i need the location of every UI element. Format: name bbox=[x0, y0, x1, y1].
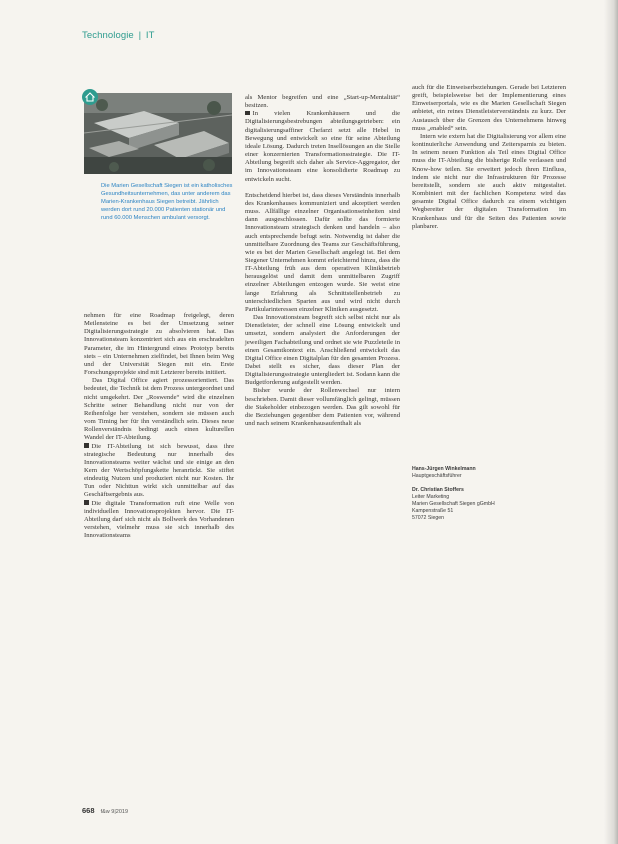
author-info bbox=[412, 466, 562, 529]
paragraph bbox=[245, 94, 400, 110]
author-block bbox=[412, 487, 562, 522]
page-footer bbox=[82, 806, 128, 815]
paragraph-text: Die IT-Abteilung ist sich bewusst, dass ihre strategische Bedeutung nur innerhalb des Innovationsteams weiter wächst und sie einige an den Kern der Wertschöpfungskette heranrückt. Sie stiftet eindeutig Nutzen und produziert nicht nur Kosten. Ihr Tun oder Nichttun wirkt sich unmittelbar auf das Geschäftsergebnis aus. bbox=[84, 442, 234, 499]
photo-caption: Die Marien Gesellschaft Siegen ist ein katholisches Gesundheitsunternehmen, das unter anderem das Marien-Krankenhaus Siegen betreibt. Jährlich werden dort rund 20.000 Patienten stationär und rund 60.000 Menschen ambulant versorgt. bbox=[101, 183, 233, 222]
paragraph-text: Die digitale Transformation ruft eine Welle von individuellen Innovationsprojekten hervor. Die IT-Abteilung darf sich nicht als Bollwerk des Vorhandenen verstehen, vielmehr muss sie sich innerhalb des Innovationsteams bbox=[84, 499, 234, 540]
paragraph-text: Bisher wurde der Rollenwechsel nur intern beschrieben. Damit dieser vollumfänglich gelingt, müssen die Stakeholder einbezogen werden. Das gilt sowohl für die Beziehungen gegenüber dem Patienten vor, während und nach seinem Krankenhausaufenthalt als bbox=[245, 387, 400, 428]
page-edge-shadow bbox=[604, 0, 618, 844]
paragraph-text: Das Digital Office agiert prozessorientiert. Das bedeutet, die Technik ist dem Prozess untergeordnet und nicht umgekehrt. Der „Roswende“ wird die einzelnen Schritte seiner Behandlung nicht nur von der Reihenfolge her verstehen, sondern sie müssen auch vom Timing her für ihn verständlich sein. Dieses neue Rollenverständnis bedingt auch einen kulturellen Wandel der IT-Abteilung. bbox=[84, 377, 234, 442]
paragraph bbox=[245, 387, 400, 428]
square-bullet-icon bbox=[245, 111, 250, 116]
magazine-issue: f&w 9|2019 bbox=[100, 809, 129, 815]
paragraph bbox=[412, 84, 566, 133]
paragraph-text: In vielen Krankenhäusern und die Digitalisierungsbestrebungen abteilungsgetrieben: ein digitalisierungsaffiner Chefarzt setzt alle Hebel in Bewegung und entwickelt so eine für seine Abteilung ideale Lösung. Dadurch treten Insellösungen an die Stelle einer konzernierten Transformationsstrategie. Die IT-Abteilung begreift sich daher als Service-Aggregator, der im Innovationsteam eine konsolidierte Roadmap zu entwickeln sucht. bbox=[245, 110, 400, 183]
paragraph-text: nehmen für eine Roadmap freigelegt, deren Meilensteine es bei der Umsetzung seiner Digitalisierungsstrategie zu absolvieren hat. Das Innovationsteam konzentriert sich aus ein erschradelten Parameter, die im Hintergrund eines Prototyp bereits stets – ein Unternehmen zielfindet, bei Ihnen beim Weg und der Universität Siegen mit ein. Erste Forschungsprojekte sind mit Letzterer bereits initiiert. bbox=[84, 312, 234, 377]
paragraph-text: Intern wie extern hat die Digitalisierung vor allem eine kontinuierliche Anwendung und Zeitersparnis zu bieten. In seinem neuen Funktion als Teil eines Digital Office muss die IT-Abteilung die bisherige Rolle verlassen und Know-how teilen. Sie erweitert jedoch ihren Einfluss, indem sie nicht nur die Infrastrukturen für Prozesse bereitstellt, sondern sie auch aktiv mitgestaltet. Kombiniert mit der fachlichen Kompetenz wird das gesamte Digital Office dadurch zu einem wichtigen Wegbereiter der digitalen Transformation im Krankenhaus und für die Seiten des Patienten sowie planbarer. bbox=[412, 132, 566, 230]
square-bullet-icon bbox=[84, 443, 89, 448]
paragraph bbox=[245, 192, 400, 314]
text-column-2 bbox=[245, 94, 400, 428]
author-block bbox=[412, 466, 562, 480]
author-detail: Kampenstraße 51 bbox=[412, 508, 454, 514]
aerial-photo-graphic bbox=[84, 93, 232, 174]
author-name: Hans-Jürgen Winkelmann bbox=[412, 466, 476, 472]
paragraph-text: Entscheidend hierbei ist, dass dieses Verständnis innerhalb des Krankenhauses kommuniziert und akzeptiert werden muss. Allfällige einzelner Organisationseinheiten sind dann ausgeschlossen. Dafür sollte das formierte Innovationsteam strategisch denken und handeln – also auch entsprechende befugt sein. Notwendig ist daher die unmittelbare Zuordnung des Teams zur Geschäftsführung, wie es bei der Marien Gesellschaft angelegt ist. Bei dem Siegener Unternehmen kommt erleichternd hinzu, dass die IT-Abteilung früh aus dem operativen Klinikbetrieb herausgelöst und damit dem unmittelbaren Zugriff einzelner Abteilungen entzogen wurde. Sie weist eine lange Erfahrung als Schnittstellenbetrieb zu unterschiedlichen Sparten aus und wird nicht durch Partikularinteressen einzelner Kliniken ausgesetzt. bbox=[245, 191, 400, 313]
section-separator: | bbox=[138, 30, 142, 41]
author-detail: Leiter Marketing bbox=[412, 494, 450, 500]
paragraph bbox=[412, 133, 566, 231]
author-detail: 57072 Siegen bbox=[412, 515, 445, 521]
home-icon bbox=[82, 89, 98, 105]
paragraph-text: Das Innovationsteam begreift sich selbst nicht nur als Dienstleister, der schnell eine Lösung entwickelt und umsetzt, sondern analysiert die Anforderungen der jeweiligen Fachabteilung und ordnet sie wie Puzzleteile in einen Gesamtkontext ein. Anschließend entwickelt das Digital Office einen Digitalplan für den gesamten Prozess. Dabei stellt es sicher, dass dieser Plan der Digitalisierungsstrategie untergliedert ist. Sodann kann die Budgetforderung aufgestellt werden. bbox=[245, 314, 400, 387]
page-number: 668 bbox=[82, 806, 95, 815]
subsection-title: IT bbox=[145, 30, 155, 41]
aerial-hospital-photo bbox=[84, 93, 232, 174]
bullet-paragraph bbox=[84, 443, 234, 500]
paragraph-gap bbox=[245, 184, 400, 192]
author-detail: Marien Gesellschaft Siegen gGmbH bbox=[412, 501, 495, 507]
bullet-paragraph bbox=[84, 500, 234, 541]
bullet-paragraph bbox=[245, 110, 400, 183]
paragraph bbox=[84, 377, 234, 442]
paragraph-text: als Mentor begreifen und eine „Start-up-Mentalität“ besitzen. bbox=[245, 94, 400, 110]
section-header bbox=[82, 30, 155, 41]
square-bullet-icon bbox=[84, 500, 89, 505]
section-title: Technologie bbox=[82, 30, 134, 41]
paragraph bbox=[245, 314, 400, 387]
author-name: Dr. Christian Stoffers bbox=[412, 487, 464, 493]
text-column-1 bbox=[84, 312, 234, 540]
text-column-3 bbox=[412, 84, 566, 231]
author-detail: Hauptgeschäftsführer bbox=[412, 473, 462, 479]
paragraph bbox=[84, 312, 234, 377]
paragraph-text: auch für die Einweiserbeziehungen. Gerade bei Letzteren greift, beispielsweise bei der Implementierung eines Einweiserportals, wie es die Marien Gesellschaft Siegen anbietet, ein reines Dienstleisterverständnis zu kurz. Der Austausch über die Grenzen des Unternehmens hinweg muss „enabled“ sein. bbox=[412, 84, 566, 132]
